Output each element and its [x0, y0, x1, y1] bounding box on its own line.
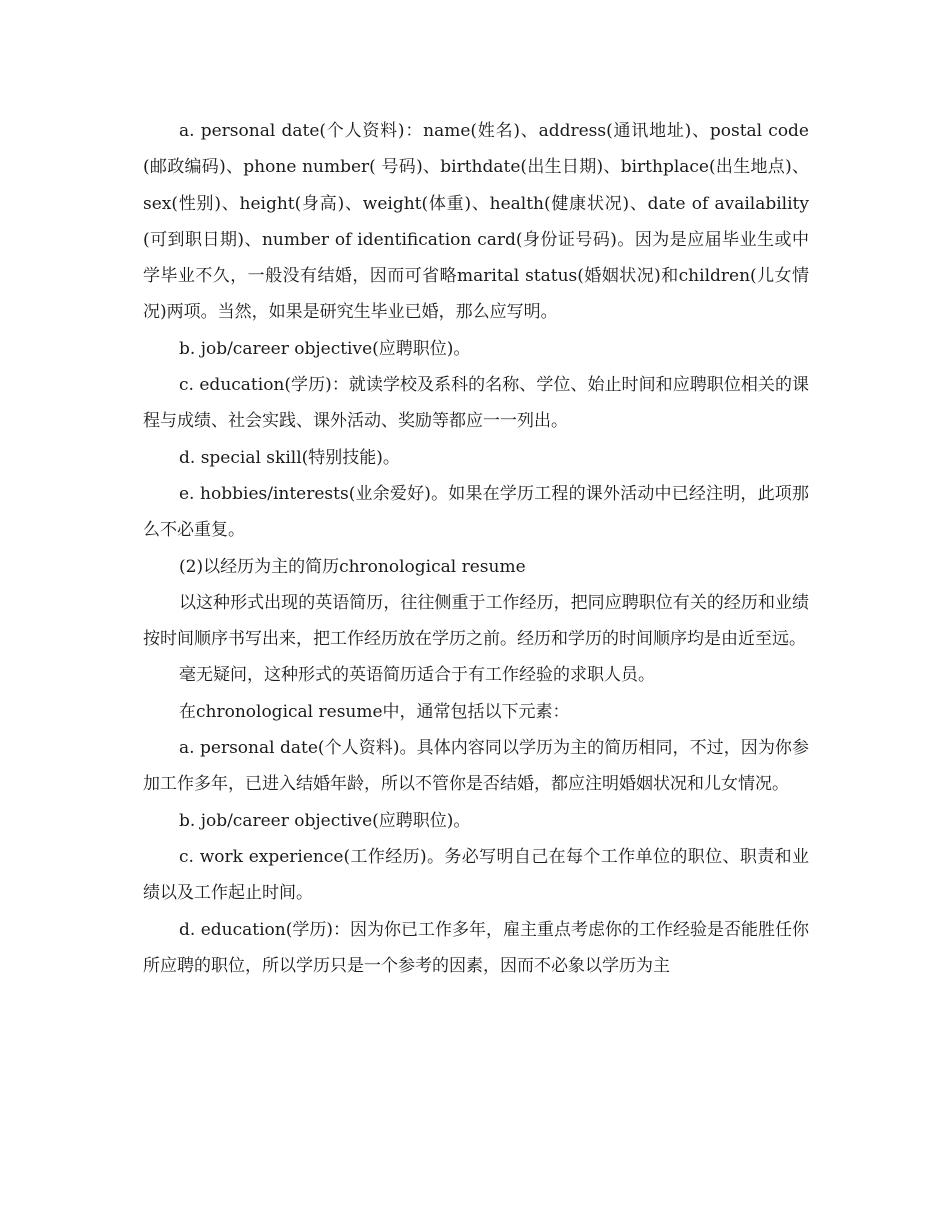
paragraph-personal-data-experienced: a. personal date(个人资料)。具体内容同以学历为主的简历相同，不过，因为你参加工作多年，已进入结婚年龄，所以不管你是否结婚，都应注明婚姻状况和儿女情况。 — [143, 738, 809, 795]
paragraph-job-objective-students: b. job/career objective(应聘职位)。 — [179, 338, 471, 359]
paragraph-job-objective-experienced: b. job/career objective(应聘职位)。 — [179, 810, 471, 831]
paragraph-work-experience: c. work experience(工作经历)。务必写明自己在每个工作单位的职位、职责和业绩以及工作起止时间。 — [143, 846, 809, 904]
paragraph-education-students: c. education(学历)：就读学校及系科的名称、学位、始止时间和应聘职位相关的课程与成绩、社会实践、课外活动、奖励等都应一一列出。 — [143, 375, 809, 432]
paragraph-personal-data-students: a. personal date(个人资料)：name(姓名)、address(通讯地址)、postal code(邮政编码)、phone number( 号码)、birthdate(出生日期)、birthplace(出生地点)、sex(性别)、height(身高)、weight(体重)、health(健康状况)、date of availability(可到职日期)、number of identification card(身份证号码)。因为是应届毕业生或中学毕业不久，一般没有结婚，因而可省略marital status(婚姻状况)和children(儿女情况)两项。当然，如果是研究生毕业已婚，那么应写明。 — [143, 121, 809, 323]
document-body — [143, 113, 809, 984]
section-heading-chronological-resume: (2)以经历为主的简历chronological resume — [179, 556, 526, 577]
paragraph-education-experienced: d. education(学历)：因为你已工作多年，雇主重点考虑你的工作经验是否能胜任你所应聘的职位，所以学历只是一个参考的因素，因而不必象以学历为主 — [143, 919, 809, 976]
paragraph-hobbies: e. hobbies/interests(业余爱好)。如果在学历工程的课外活动中已经注明，此项那么不必重复。 — [143, 483, 809, 541]
paragraph-chronological-intro: 以这种形式出现的英语简历，往往侧重于工作经历，把同应聘职位有关的经历和业绩按时间顺序书写出来，把工作经历放在学历之前。经历和学历的时间顺序均是由近至远。 — [143, 592, 809, 650]
paragraph-special-skill: d. special skill(特别技能)。 — [179, 447, 400, 468]
paragraph-chronological-elements: 在chronological resume中，通常包括以下元素： — [179, 701, 570, 722]
paragraph-chronological-suitability: 毫无疑问，这种形式的英语简历适合于有工作经验的求职人员。 — [179, 665, 655, 686]
